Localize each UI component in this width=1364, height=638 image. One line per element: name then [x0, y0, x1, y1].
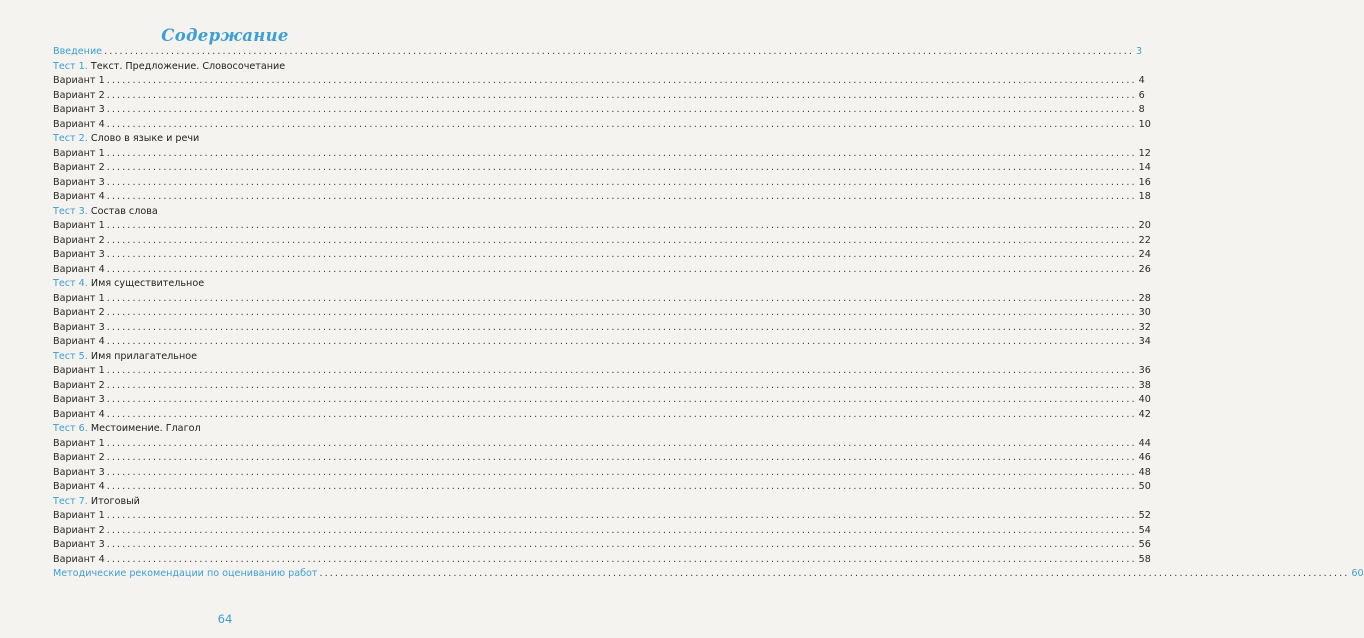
variant-word: Вариант — [53, 75, 96, 86]
variant-entry[interactable] — [53, 292, 1151, 307]
variant-word: Вариант — [53, 553, 96, 565]
variant-entry[interactable] — [53, 408, 1151, 423]
toc-page-number: 16 — [1138, 176, 1151, 188]
variant-word: Вариант — [53, 162, 96, 173]
dot-leader: ........................................................................................................................................................................................................ — [106, 408, 1137, 420]
variant-number: 1 — [98, 292, 105, 304]
toc-page-number: 52 — [1138, 510, 1151, 521]
dot-leader: ........................................................................................................................................................................................................ — [106, 249, 1137, 260]
test-number: Тест 6. — [53, 423, 88, 434]
toc-page-number: 60 — [1351, 568, 1364, 579]
variant-word: Вариант — [53, 118, 96, 130]
variant-label — [53, 74, 105, 89]
variant-number: 4 — [98, 191, 105, 202]
dot-leader: ........................................................................................................................................................................................................ — [106, 394, 1137, 405]
toc-page-number: 56 — [1138, 539, 1151, 550]
variant-label — [53, 306, 105, 321]
variant-number: 4 — [98, 553, 105, 565]
dot-leader: ........................................................................................................................................................................................................ — [106, 191, 1137, 202]
variant-label — [53, 89, 105, 104]
variant-entry[interactable] — [53, 335, 1151, 350]
variant-word: Вариант — [53, 104, 96, 115]
variant-label — [53, 219, 105, 234]
toc-page-number: 58 — [1138, 553, 1151, 565]
variant-number: 3 — [98, 176, 105, 188]
variant-number: 2 — [98, 89, 105, 101]
dot-leader: ........................................................................................................................................................................................................ — [106, 336, 1137, 347]
variant-label — [53, 161, 105, 176]
variant-entry[interactable] — [53, 553, 1151, 568]
toc-page-number: 54 — [1138, 524, 1151, 536]
toc-page-number: 10 — [1138, 118, 1151, 130]
test-number: Тест 7. — [53, 495, 88, 507]
variant-number: 4 — [98, 118, 105, 130]
variant-entry[interactable] — [53, 176, 1151, 191]
variant-number: 3 — [98, 466, 105, 478]
toc-page-number: 50 — [1138, 481, 1151, 492]
variant-label — [53, 379, 105, 394]
variant-entry[interactable] — [53, 538, 1151, 553]
variant-word: Вариант — [53, 89, 96, 101]
dot-leader: ........................................................................................................................................................................................................ — [106, 539, 1137, 550]
test-number: Тест 2. — [53, 133, 88, 144]
variant-number: 2 — [98, 379, 105, 391]
variant-word: Вариант — [53, 234, 96, 246]
variant-entry[interactable] — [53, 480, 1151, 495]
test-title: Текст. Предложение. Словосочетание — [90, 60, 286, 72]
dot-leader: ........................................................................................................................................................................................................ — [106, 162, 1137, 173]
variant-word: Вариант — [53, 249, 96, 260]
variant-word: Вариант — [53, 379, 96, 391]
dot-leader: ........................................................................................................................................................................................................ — [106, 292, 1137, 304]
variant-entry[interactable] — [53, 118, 1151, 133]
toc-page-number: 42 — [1138, 408, 1151, 420]
variant-entry[interactable] — [53, 321, 1151, 336]
toc-page-number: 34 — [1138, 336, 1151, 347]
variant-label — [53, 524, 105, 539]
test-number: Тест 5. — [53, 350, 88, 362]
dot-leader: ........................................................................................................................................................................................................ — [106, 365, 1137, 376]
variant-number: 4 — [98, 481, 105, 492]
variant-entry[interactable] — [53, 147, 1151, 162]
toc-entry-label: Методические рекомендации по оцениванию работ — [53, 568, 318, 579]
table-of-contents — [53, 45, 1364, 582]
variant-word: Вариант — [53, 452, 96, 463]
variant-word: Вариант — [53, 466, 96, 478]
variant-entry[interactable] — [53, 161, 1151, 176]
test-title: Итоговый — [90, 495, 140, 507]
page-title: Содержание — [161, 26, 289, 45]
variant-number: 4 — [98, 408, 105, 420]
variant-number: 2 — [98, 234, 105, 246]
test-title: Имя прилагательное — [90, 350, 197, 362]
toc-page-number: 8 — [1138, 104, 1145, 115]
toc-page-number: 46 — [1138, 452, 1151, 463]
toc-page-number: 6 — [1138, 89, 1145, 101]
variant-entry[interactable] — [53, 103, 1145, 118]
dot-leader: ........................................................................................................................................................................................................ — [106, 466, 1137, 478]
variant-word: Вариант — [53, 408, 96, 420]
test-title: Слово в языке и речи — [90, 133, 200, 144]
variant-entry[interactable] — [53, 234, 1151, 249]
variant-entry[interactable] — [53, 219, 1151, 234]
variant-entry[interactable] — [53, 451, 1151, 466]
variant-word: Вариант — [53, 524, 96, 536]
toc-entry-intro[interactable] — [53, 45, 1143, 60]
variant-number: 1 — [98, 147, 105, 159]
toc-page-number: 18 — [1138, 191, 1151, 202]
variant-number: 1 — [98, 510, 105, 521]
tests-list — [53, 60, 1151, 568]
dot-leader: ........................................................................................................................................................................................................ — [106, 118, 1137, 130]
test-number: Тест 3. — [53, 205, 88, 217]
variant-label — [53, 321, 105, 336]
variant-entry[interactable] — [53, 437, 1151, 452]
dot-leader: ........................................................................................................................................................................................................ — [106, 220, 1137, 231]
variant-word: Вариант — [53, 176, 96, 188]
toc-page-number: 3 — [1136, 46, 1143, 57]
toc-page-number: 32 — [1138, 321, 1151, 333]
dot-leader: ........................................................................................................................................................................................................ — [106, 307, 1137, 318]
variant-label — [53, 118, 105, 133]
dot-leader: ........................................................................................................................................................................................................ — [106, 75, 1137, 86]
variant-number: 4 — [98, 263, 105, 275]
variant-number: 3 — [98, 249, 105, 260]
variant-number: 2 — [98, 162, 105, 173]
toc-entry-methods[interactable] — [53, 567, 1364, 582]
toc-page-number: 28 — [1138, 292, 1151, 304]
variant-label — [53, 480, 105, 495]
dot-leader: ........................................................................................................................................................................................................ — [106, 553, 1137, 565]
variant-entry[interactable] — [53, 466, 1151, 481]
dot-leader: ........................................................................................................................................................................................................ — [106, 379, 1137, 391]
variant-word: Вариант — [53, 539, 96, 550]
variant-number: 4 — [98, 336, 105, 347]
test-title: Состав слова — [90, 205, 158, 217]
variant-label — [53, 364, 105, 379]
variant-label — [53, 451, 105, 466]
dot-leader: ........................................................................................................................................................................................................ — [106, 524, 1137, 536]
dot-leader: ........................................................................................................................................................................................................ — [106, 452, 1137, 463]
variant-label — [53, 248, 105, 263]
variant-label — [53, 509, 105, 524]
variant-word: Вариант — [53, 394, 96, 405]
toc-page-number: 22 — [1138, 234, 1151, 246]
test-heading[interactable] — [53, 277, 429, 292]
dot-leader: ........................................................................................................................................................................................................ — [106, 510, 1137, 521]
toc-page-number: 4 — [1138, 75, 1145, 86]
variant-entry[interactable] — [53, 89, 1145, 104]
variant-word: Вариант — [53, 147, 96, 159]
toc-page-number: 40 — [1138, 394, 1151, 405]
toc-page-number: 36 — [1138, 365, 1151, 376]
dot-leader: ........................................................................................................................................................................................................ — [106, 89, 1137, 101]
test-number: Тест 1. — [53, 60, 88, 72]
dot-leader: ........................................................................................................................................................................................................ — [106, 104, 1137, 115]
dot-leader: ........................................................................................................................................................................................................ — [106, 234, 1137, 246]
dot-leader: ........................................................................................................................................................................................................ — [104, 46, 1135, 57]
variant-word: Вариант — [53, 292, 96, 304]
toc-page-number: 14 — [1138, 162, 1151, 173]
variant-number: 2 — [98, 524, 105, 536]
variant-entry[interactable] — [53, 364, 1151, 379]
test-number: Тест 4. — [53, 278, 88, 289]
variant-word: Вариант — [53, 481, 96, 492]
variant-number: 1 — [98, 437, 105, 449]
variant-word: Вариант — [53, 321, 96, 333]
variant-entry[interactable] — [53, 248, 1151, 263]
variant-entry[interactable] — [53, 74, 1145, 89]
variant-label — [53, 263, 105, 278]
variant-number: 1 — [98, 220, 105, 231]
variant-number: 3 — [98, 321, 105, 333]
dot-leader: ........................................................................................................................................................................................................ — [106, 263, 1137, 275]
variant-number: 3 — [98, 394, 105, 405]
variant-label — [53, 553, 105, 568]
variant-word: Вариант — [53, 437, 96, 449]
toc-page-number: 24 — [1138, 249, 1151, 260]
test-title: Местоимение. Глагол — [90, 423, 201, 434]
variant-label — [53, 408, 105, 423]
test-heading[interactable] — [53, 422, 429, 437]
variant-label — [53, 147, 105, 162]
dot-leader: ........................................................................................................................................................................................................ — [106, 481, 1137, 492]
dot-leader: ........................................................................................................................................................................................................ — [106, 147, 1137, 159]
variant-number: 1 — [98, 75, 105, 86]
toc-page-number: 44 — [1138, 437, 1151, 449]
dot-leader: ........................................................................................................................................................................................................ — [106, 321, 1137, 333]
variant-label — [53, 176, 105, 191]
variant-entry[interactable] — [53, 509, 1151, 524]
variant-word: Вариант — [53, 336, 96, 347]
test-heading[interactable] — [53, 132, 429, 147]
variant-entry[interactable] — [53, 190, 1151, 205]
test-heading[interactable] — [53, 350, 429, 365]
test-heading[interactable] — [53, 60, 429, 75]
variant-label — [53, 538, 105, 553]
variant-word: Вариант — [53, 307, 96, 318]
toc-page-number: 48 — [1138, 466, 1151, 478]
variant-number: 2 — [98, 452, 105, 463]
variant-label — [53, 466, 105, 481]
variant-entry[interactable] — [53, 306, 1151, 321]
toc-page-number: 38 — [1138, 379, 1151, 391]
variant-label — [53, 335, 105, 350]
variant-label — [53, 190, 105, 205]
variant-label — [53, 234, 105, 249]
variant-label — [53, 292, 105, 307]
variant-word: Вариант — [53, 263, 96, 275]
variant-word: Вариант — [53, 365, 96, 376]
variant-entry[interactable] — [53, 393, 1151, 408]
variant-word: Вариант — [53, 510, 96, 521]
variant-label — [53, 437, 105, 452]
variant-number: 2 — [98, 307, 105, 318]
variant-entry[interactable] — [53, 524, 1151, 539]
toc-page-number: 20 — [1138, 220, 1151, 231]
test-heading[interactable] — [53, 205, 429, 220]
variant-entry[interactable] — [53, 379, 1151, 394]
toc-page-number: 12 — [1138, 147, 1151, 159]
variant-label — [53, 103, 105, 118]
dot-leader: ........................................................................................................................................................................................................ — [319, 568, 1350, 579]
variant-number: 1 — [98, 365, 105, 376]
toc-page-number: 26 — [1138, 263, 1151, 275]
dot-leader: ........................................................................................................................................................................................................ — [106, 176, 1137, 188]
toc-page-number: 30 — [1138, 307, 1151, 318]
variant-word: Вариант — [53, 220, 96, 231]
dot-leader: ........................................................................................................................................................................................................ — [106, 437, 1137, 449]
variant-word: Вариант — [53, 191, 96, 202]
test-title: Имя существительное — [90, 278, 205, 289]
page-number: 64 — [217, 612, 233, 626]
test-heading[interactable] — [53, 495, 429, 510]
variant-number: 3 — [98, 539, 105, 550]
variant-entry[interactable] — [53, 263, 1151, 278]
variant-number: 3 — [98, 104, 105, 115]
variant-label — [53, 393, 105, 408]
toc-entry-label: Введение — [53, 46, 103, 57]
